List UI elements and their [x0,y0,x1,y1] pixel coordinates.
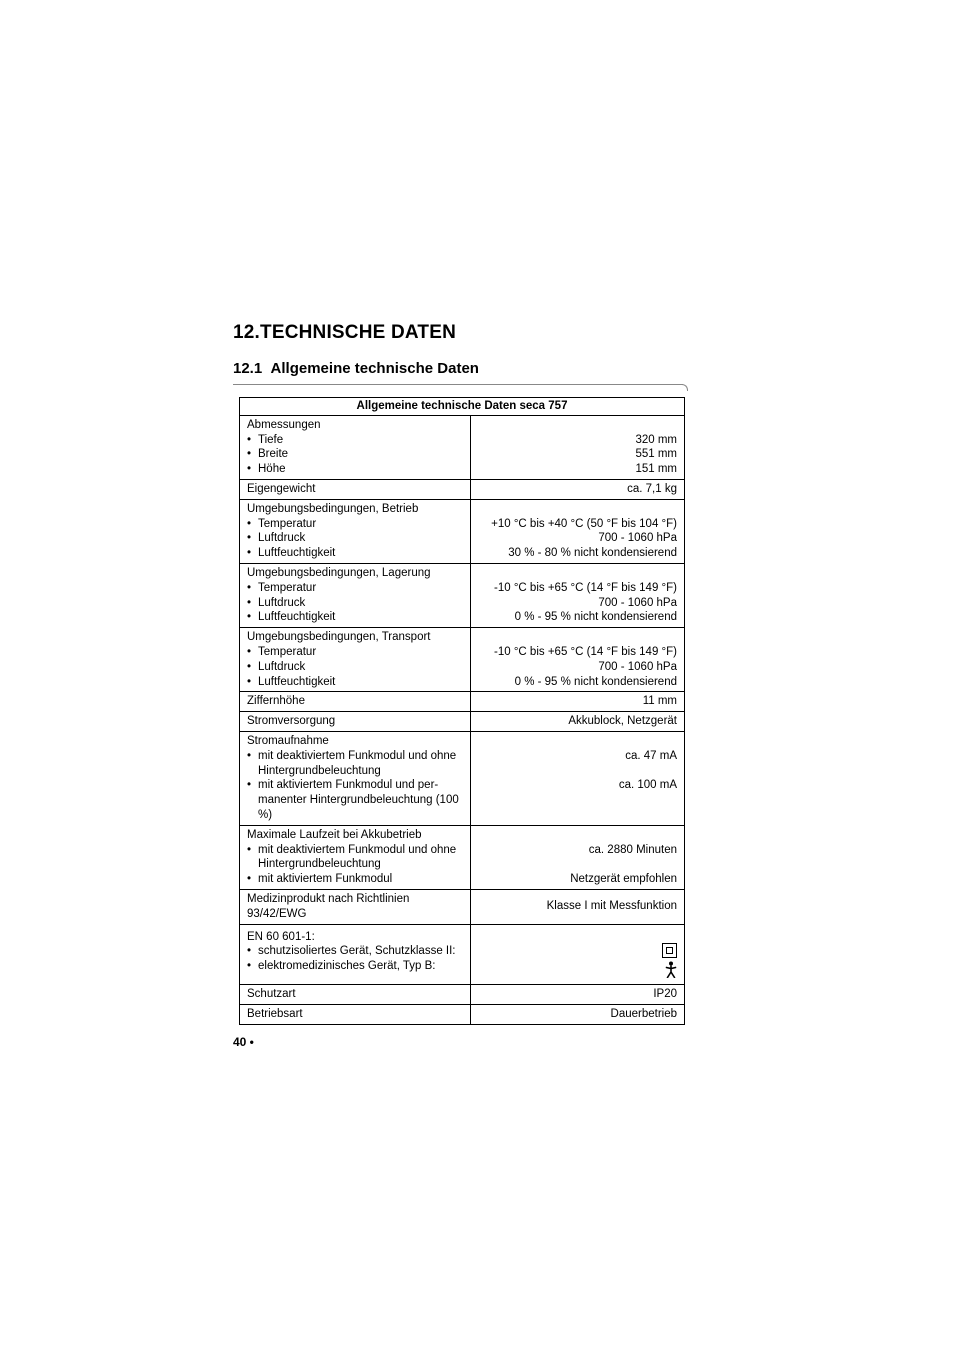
list-item: • Tiefe [247,433,284,446]
list-item: • mit deaktiviertem Funkmodul und ohne Hintergrundbeleuchtung [247,843,457,871]
table-row-env-storage [240,563,685,627]
list-item: • Luftdruck [247,532,306,545]
list-item: • Temperatur [247,517,317,530]
list-item: • Luftdruck [247,660,306,673]
table-row-dimensions [240,415,685,479]
table-row-mode [240,1005,685,1025]
list-item: • Temperatur [247,645,317,658]
list-item: • elektromedizinisches Gerät, Typ B: [247,960,436,973]
list-item: • mit aktiviertem Funkmodul und per-manenter Hintergrundbeleuchtung (100 %) [247,779,459,821]
row-value: 11 mm [471,692,685,712]
list-item: • Luftfeuchtigkeit [247,611,336,624]
row-value: 0 % - 95 % nicht kondensierend [514,675,677,688]
table-row-digit-height [240,692,685,712]
list-item: • Breite [247,448,289,461]
list-item: • Luftfeuchtigkeit [247,547,336,560]
section-title [233,360,479,377]
technical-data-table [239,397,685,1025]
row-label: Medizinprodukt nach Richtlinien 93/42/EWG [240,889,471,924]
list-item: • Höhe [247,463,286,476]
row-value: -10 °C bis +65 °C (14 °F bis 149 °F) [494,581,677,594]
row-value: ca. 100 mA [618,779,677,792]
row-value: 700 - 1060 hPa [598,532,677,545]
chapter-title [233,322,456,344]
row-label: Ziffernhöhe [240,692,471,712]
protection-class-ii-icon [662,943,677,958]
row-label: Betriebsart [240,1005,471,1025]
table-header: Allgemeine technische Daten seca 757 [240,398,685,416]
type-b-applied-part-icon [665,961,677,978]
row-value: IP20 [471,985,685,1005]
table-row-env-operation [240,499,685,563]
row-value: +10 °C bis +40 °C (50 °F bis 104 °F) [491,517,677,530]
row-value: 30 % - 80 % nicht kondensierend [508,547,677,560]
section-divider [233,384,683,385]
table-row-runtime [240,825,685,889]
table-row-ip [240,985,685,1005]
row-label: Stromversorgung [240,712,471,732]
row-label: EN 60 601-1: [247,930,315,943]
chapter-title-text: TECHNISCHE DATEN [260,322,457,343]
row-value: 151 mm [635,463,677,476]
row-value: Akkublock, Netzgerät [471,712,685,732]
section-number: 12.1 [233,360,263,377]
row-label: Umgebungsbedingungen, Betrieb [247,502,419,515]
table-row-en60601 [240,924,685,985]
row-value: Klasse I mit Messfunktion [471,889,685,924]
list-item: • schutzisoliertes Gerät, Schutzklasse II: [247,945,456,958]
row-value: 0 % - 95 % nicht kondensierend [514,611,677,624]
table-header-row [240,398,685,416]
row-label: Abmessungen [247,418,321,431]
table-row-power-supply [240,712,685,732]
chapter-number: 12. [233,322,261,343]
row-value: ca. 2880 Minuten [588,843,677,856]
row-label: Umgebungsbedingungen, Lagerung [247,566,431,579]
page-number: 40 • [233,1035,254,1049]
row-value: 320 mm [635,433,677,446]
row-value: ca. 7,1 kg [471,479,685,499]
row-value: -10 °C bis +65 °C (14 °F bis 149 °F) [494,645,677,658]
list-item: • Luftfeuchtigkeit [247,675,336,688]
row-label: Eigengewicht [240,479,471,499]
table-row-power-consumption [240,731,685,825]
row-label: Stromaufnahme [247,734,329,747]
table-row-weight [240,479,685,499]
row-value: ca. 47 mA [625,749,677,762]
row-value: Netzgerät empfohlen [570,873,677,886]
section-title-text: Allgemeine technische Daten [270,360,479,377]
row-value: Dauerbetrieb [471,1005,685,1025]
table-row-medical [240,889,685,924]
list-item: • Luftdruck [247,596,306,609]
table-row-env-transport [240,628,685,692]
row-value: 700 - 1060 hPa [598,660,677,673]
row-label: Schutzart [240,985,471,1005]
list-item: • Temperatur [247,581,317,594]
list-item: • mit aktiviertem Funkmodul [247,873,393,886]
row-label: Umgebungsbedingungen, Transport [247,631,431,644]
row-label: Maximale Laufzeit bei Akkubetrieb [247,828,422,841]
list-item: • mit deaktiviertem Funkmodul und ohne Hintergrundbeleuchtung [247,749,457,777]
row-value: 700 - 1060 hPa [598,596,677,609]
row-value: 551 mm [635,448,677,461]
section-divider-end [682,384,688,391]
